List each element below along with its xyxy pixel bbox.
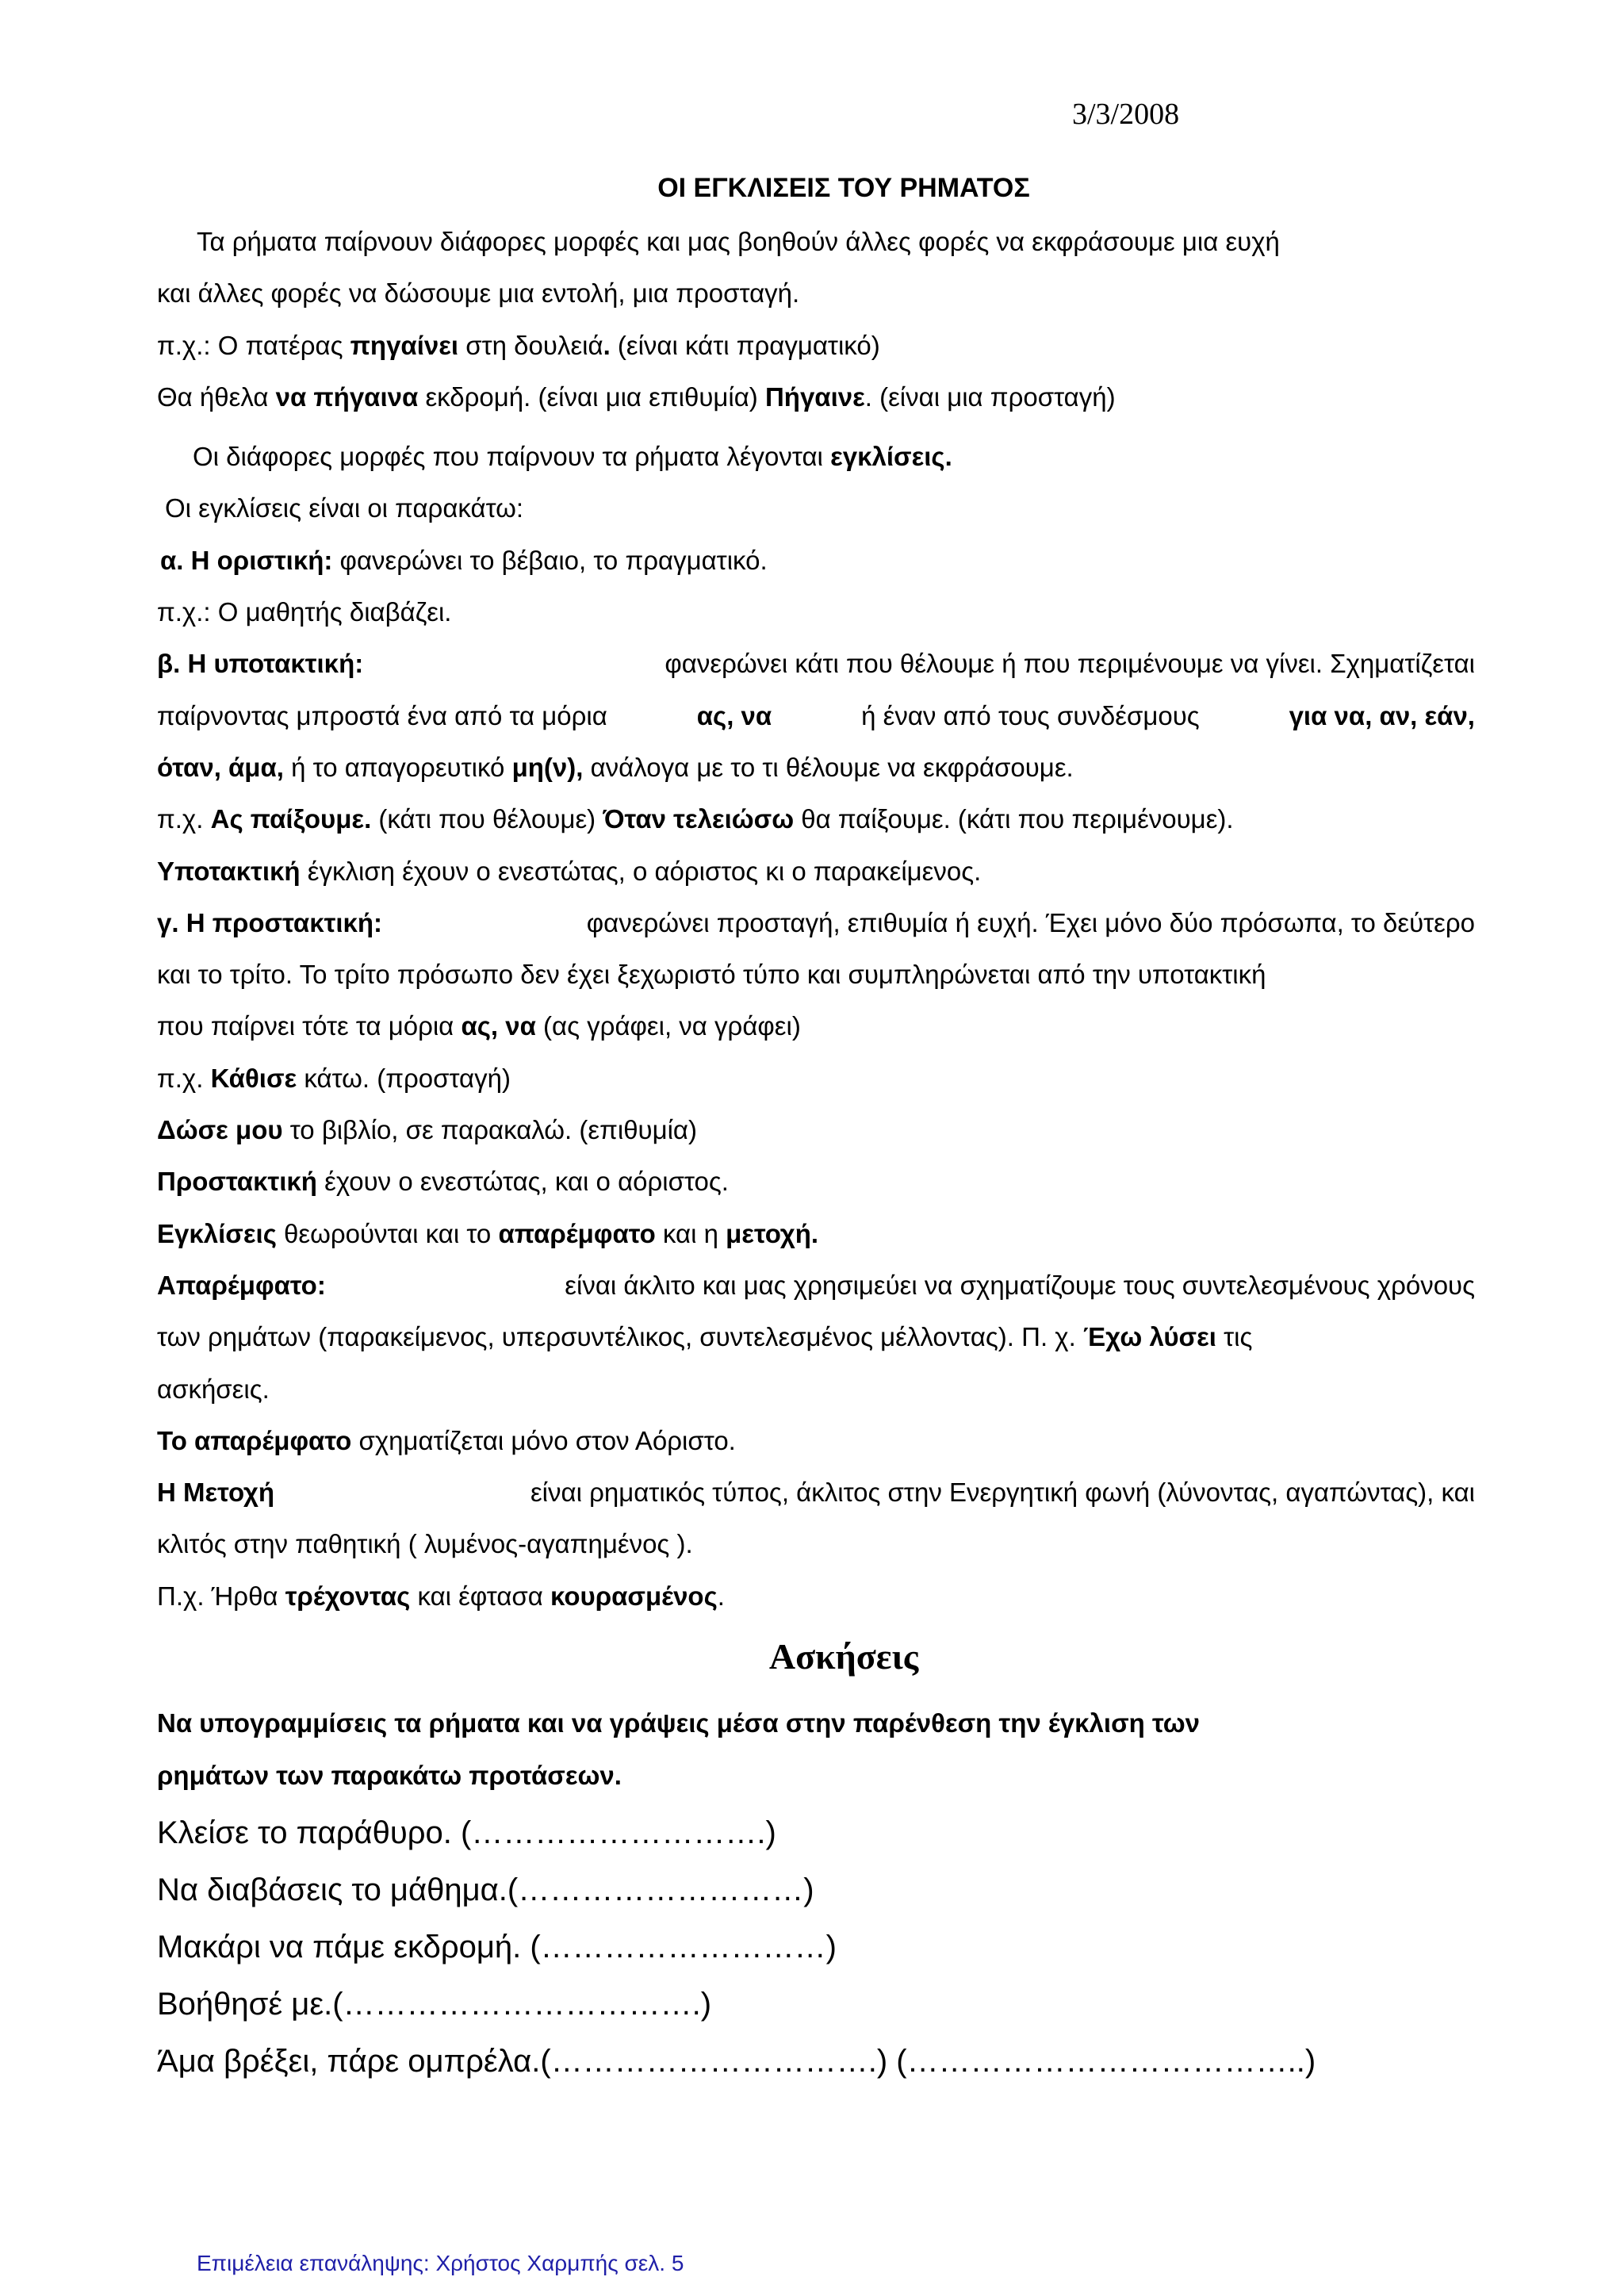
imperative-tenses-line: Προστακτική έχουν ο ενεστώτας, και ο αόριστος. (157, 1167, 729, 1197)
example-line: Δώσε μου το βιβλίο, σε παρακαλώ. (επιθυμία) (157, 1115, 698, 1145)
example-line: π.χ. Κάθισε κάτω. (προσταγή) (157, 1063, 511, 1093)
infinitive-line: Απαρέμφατο: είναι άκλιτο και μας χρησιμεύει να σχηματίζουμε τους συντελεσμένους χρόνους (157, 1270, 1475, 1300)
imperative-paragraph-line: και το τρίτο. Το τρίτο πρόσωπο δεν έχει ξεχωριστό τύπο και συμπληρώνεται από την υποτακτική (157, 960, 1266, 990)
example-line: Π.χ. Ήρθα τρέχοντας και έφτασα κουρασμένος. (157, 1581, 725, 1611)
exercise-item: Να διαβάσεις το μάθημα.(………………………) (157, 1872, 814, 1907)
imperative-paragraph-line: που παίρνει τότε τα μόρια ας, να (ας γράφει, να γράφει) (157, 1011, 801, 1041)
exercises-heading: Ασκήσεις (768, 1636, 919, 1677)
other-moods-line: Εγκλίσεις θεωρούνται και το απαρέμφατο και η μετοχή. (157, 1218, 819, 1248)
imperative-mood-line: γ. Η προστακτική: φανερώνει προσταγή, επιθυμία ή ευχή. Έχει μόνο δύο πρόσωπα, το δεύτερο (157, 907, 1475, 937)
instruction-line: Να υπογραμμίσεις τα ρήματα και να γράψεις μέσα στην παρένθεση την έγκλιση των (157, 1708, 1201, 1738)
example-line: π.χ. Ας παίξουμε. (κάτι που θέλουμε) Όταν τελειώσω θα παίξουμε. (κάτι που περιμένουμε). (157, 804, 1234, 834)
document-title: ΟΙ ΕΓΚΛΙΣΕΙΣ ΤΟΥ ΡΗΜΑΤΟΣ (657, 173, 1030, 203)
intro-paragraph-line: και άλλες φορές να δώσουμε μια εντολή, μια προσταγή. (157, 278, 800, 309)
example-line: π.χ.: Ο μαθητής διαβάζει. (157, 597, 452, 627)
page-footer: Επιμέλεια επανάληψης: Χρήστος Χαρμπής σελ. 5 (197, 2251, 684, 2275)
exercise-item: Κλείσε το παράθυρο. (……………………….) (157, 1815, 776, 1850)
exercise-item: Μακάρι να πάμε εκδρομή. (………………………) (157, 1930, 837, 1964)
example-line: Θα ήθελα να πήγαινα εκδρομή. (είναι μια επιθυμία) Πήγαινε. (είναι μια προσταγή) (157, 381, 1116, 412)
subjunctive-tenses-line: Υποτακτική έγκλιση έχουν ο ενεστώτας, ο αόριστος κι ο παρακείμενος. (157, 856, 982, 886)
subjunctive-mood-line: β. Η υποτακτική: φανερώνει κάτι που θέλουμε ή που περιμένουμε να γίνει. Σχηματίζεται (157, 649, 1475, 679)
exercise-item: Άμα βρέξει, πάρε ομπρέλα.(………………………….) (………………………………..) (157, 2044, 1316, 2079)
exercise-item: Βοήθησέ με.(…………………………….) (157, 1987, 712, 2022)
infinitive-paragraph-line: των ρημάτων (παρακείμενος, υπερσυντέλικος, συντελεσμένος μέλλοντας). Π. χ. Έχω λύσει τις (157, 1322, 1253, 1352)
document-date: 3/3/2008 (1072, 98, 1180, 131)
intro-paragraph-line: Τα ρήματα παίρνουν διάφορες μορφές και μας βοηθούν άλλες φορές να εκφράσουμε μια ευχή (197, 227, 1280, 256)
lesson-body (157, 216, 1475, 1622)
subjunctive-paragraph-line: παίρνοντας μπροστά ένα από τα μόρια ας, να ή έναν από τους συνδέσμους για να, αν, εάν, (157, 700, 1475, 730)
infinitive-paragraph-line: ασκήσεις. (157, 1374, 270, 1404)
subjunctive-paragraph-line: όταν, άμα, ή το απαγορευτικό μη(ν), ανάλογα με το τι θέλουμε να εκφράσουμε. (157, 752, 1074, 782)
example-line: π.χ.: Ο πατέρας πηγαίνει στη δουλειά. (είναι κάτι πραγματικό) (157, 330, 880, 360)
infinitive-note-line: Το απαρέμφατο σχηματίζεται μόνο στον Αόριστο. (157, 1425, 736, 1455)
indicative-mood-line: α. Η οριστική: φανερώνει το βέβαιο, το πραγματικό. (160, 545, 768, 575)
exercises-instruction (157, 1697, 1200, 1802)
definition-line: Οι διάφορες μορφές που παίρνουν τα ρήματα λέγονται εγκλίσεις. (193, 442, 952, 472)
participle-line: Η Μετοχή είναι ρηματικός τύπος, άκλιτος στην Ενεργητική φωνή (λύνοντας, αγαπώντας), και (157, 1478, 1475, 1508)
exercise-list (157, 1804, 1316, 2090)
list-intro-line: Οι εγκλίσεις είναι οι παρακάτω: (165, 493, 524, 523)
participle-paragraph-line: κλιτός στην παθητική ( λυμένος-αγαπημένος ). (157, 1529, 693, 1559)
instruction-line: ρημάτων των παρακάτω προτάσεων. (157, 1761, 622, 1790)
